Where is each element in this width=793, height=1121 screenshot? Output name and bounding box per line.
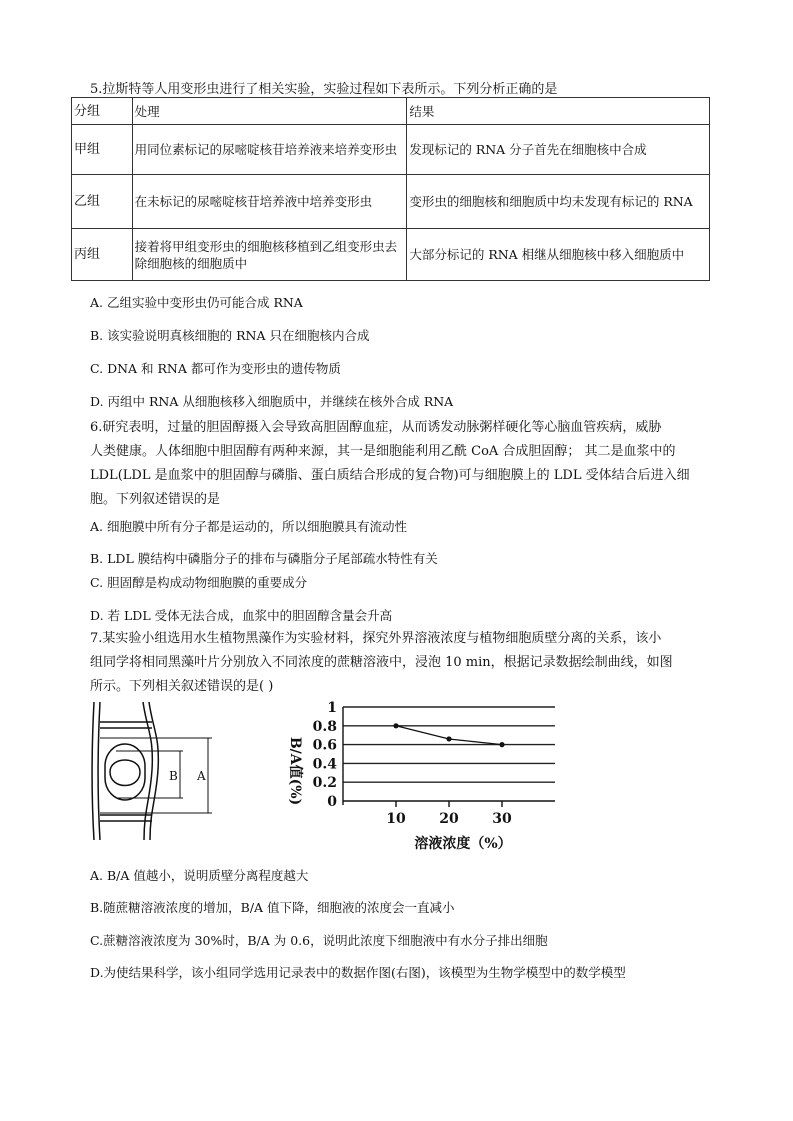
q6-stem-line: 6.研究表明，过量的胆固醇摄入会导致高胆固醇血症，从而诱发动脉粥样硬化等心脑血管疾病，威胁 [90,420,662,435]
table-cell: 接着将甲组变形虫的细胞核移植到乙组变形虫去除细胞核的细胞质中 [132,229,407,281]
table-header-row [72,98,710,125]
q5-option-b: B. 该实验说明真核细胞的 RNA 只在细胞核内合成 [90,328,370,343]
cell-wall-left-outer [92,702,94,840]
q6-option-c: C. 胆固醇是构成动物细胞膜的重要成分 [90,575,308,590]
series-line [393,723,504,747]
table-cell: 甲组 [72,125,133,175]
vacuole [110,760,140,786]
q7-option-d: D.为使结果科学，该小组同学选用记录表中的数据作图(右图)，该模型为生物学模型中的数学模型 [90,965,626,980]
table-header-cell: 处理 [132,98,407,125]
table-header-cell: 结果 [407,98,710,125]
data-point [499,742,504,747]
q7-option-b: B.随蔗糖溶液浓度的增加，B/A 值下降，细胞液的浓度会一直减小 [90,900,455,915]
q7-stem-line: 所示。下列相关叙述错误的是( ) [90,679,274,694]
y-axis-label: B/A值(%) [287,736,303,806]
q6-stem-line: LDL(LDL 是血浆中的胆固醇与磷脂、蛋白质结合形成的复合物)可与细胞膜上的 LDL 受体结合后进入细 [90,468,690,483]
q7-stem-line: 7.某实验小组选用水生植物黑藻作为实验材料，探究外界溶液浓度与植物细胞质壁分离的关系，该小 [90,631,662,646]
q5-option-d: D. 丙组中 RNA 从细胞核移入细胞质中，并继续在核外合成 RNA [90,394,454,409]
q7-option-c: C.蔗糖溶液浓度为 30%时，B/A 为 0.6，说明此浓度下细胞液中有水分子排出细胞 [90,933,548,948]
table-cell: 发现标记的 RNA 分子首先在细胞核中合成 [407,125,710,175]
label-a: A [197,769,206,783]
table-cell: 乙组 [72,175,133,229]
table-row [72,175,710,229]
y-tick-label: 0.6 [312,737,337,754]
x-tick-labels [386,801,512,827]
q7-stem-line: 组同学将相同黑藻叶片分别放入不同浓度的蔗糖溶液中，浸泡 10 min，根据记录数据绘制曲线，如图 [90,655,673,670]
q6-stem-line: 胞。下列叙述错误的是 [90,492,221,507]
table-cell: 用同位素标记的尿嘧啶核苷培养液来培养变形虫 [132,125,407,175]
y-tick-label: 0 [327,794,337,810]
q5-option-a: A. 乙组实验中变形虫仍可能合成 RNA [90,295,303,310]
table-row [72,229,710,281]
y-tick-label: 0.4 [312,756,337,773]
x-tick-label: 10 [386,811,406,827]
table-cell: 变形虫的细胞核和细胞质中均未发现有标记的 RNA [407,175,710,229]
label-b: B [169,769,178,783]
chart-grid [343,707,555,805]
plant-cell-diagram [86,700,226,845]
y-tick-label: 1 [327,700,337,716]
x-axis-label: 溶液浓度（%） [414,836,512,852]
x-tick-label: 20 [439,811,459,827]
table-cell: 在未标记的尿嘧啶核苷培养液中培养变形虫 [132,175,407,229]
table-cell: 丙组 [72,229,133,281]
q5-option-c: C. DNA 和 RNA 都可作为变形虫的遗传物质 [90,361,341,376]
protoplast [105,744,145,800]
x-tick-label: 30 [492,811,512,827]
table-header-cell: 分组 [72,98,133,125]
q7-option-a: A. B/A 值越小，说明质壁分离程度越大 [90,868,309,883]
data-point [393,723,398,728]
q6-stem [90,416,720,512]
y-tick-labels [313,700,338,810]
data-point [446,736,451,741]
q7-stem [90,627,720,699]
ba-ratio-chart [275,697,565,857]
table-row [72,125,710,175]
cell-wall-left-inner [98,702,100,840]
q6-stem-line: 人类健康。人体细胞中胆固醇有两种来源，其一是细胞能利用乙酰 CoA 合成胆固醇； 其二是血浆中的 [90,444,676,459]
y-tick-label: 0.8 [312,718,337,735]
y-tick-label: 0.2 [312,775,337,792]
q5-table [71,97,710,281]
q6-option-b: B. LDL 膜结构中磷脂分子的排布与磷脂分子尾部疏水特性有关 [90,551,438,566]
series-polyline [396,726,502,745]
q5-stem: 5.拉斯特等人用变形虫进行了相关实验，实验过程如下表所示。下列分析正确的是 [90,82,558,97]
table-cell: 大部分标记的 RNA 相继从细胞核中移入细胞质中 [407,229,710,281]
q6-option-a: A. 细胞膜中所有分子都是运动的，所以细胞膜具有流动性 [90,519,407,534]
q6-option-d: D. 若 LDL 受体无法合成，血浆中的胆固醇含量会升高 [90,608,393,623]
